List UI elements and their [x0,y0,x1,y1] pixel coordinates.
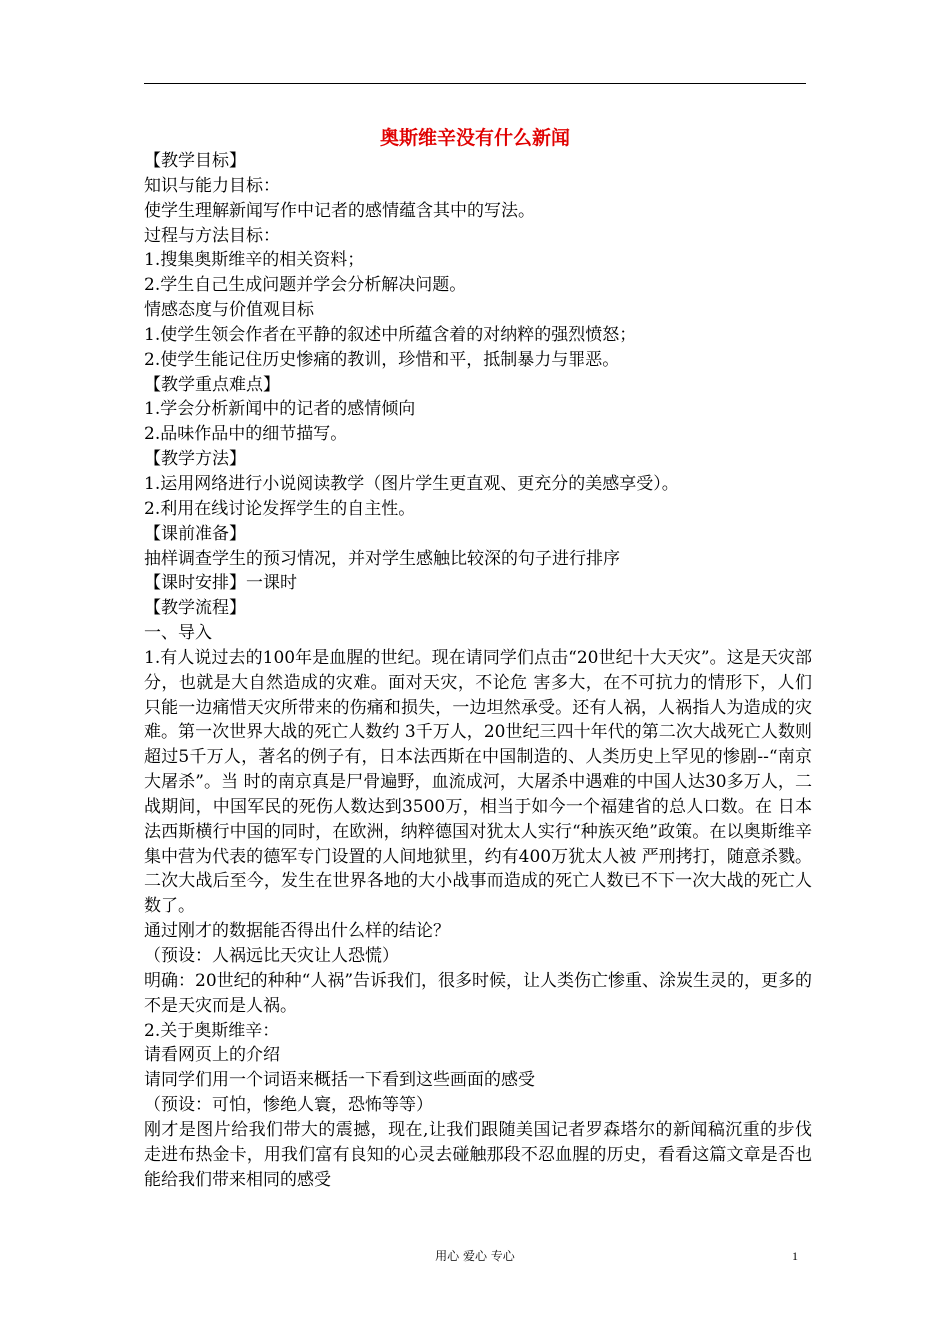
closing-paragraph: 刚才是图片给我们带大的震撼，现在,让我们跟随美国记者罗森塔尔的新闻稿沉重的步伐走进布热金卡，用我们富有良知的心灵去碰触那段不忍血腥的历史，看看这篇文章是否也能给我们带来相同的感受 [144,1119,812,1190]
text-line: 过程与方法目标： [144,225,280,246]
text-line: 【教学重点难点】 [144,374,280,395]
text-line: 一、导入 [144,623,212,644]
conclusion-paragraph: 明确：20世纪的种种“人祸”告诉我们，很多时候，让人类伤亡惨重、涂炭生灵的，更多的不是天灾而是人祸。 [144,970,813,1016]
text-line: 【教学流程】 [144,598,246,619]
text-line: 2.关于奥斯维辛： [144,1020,280,1041]
text-line: （预设：人祸远比天灾让人恐慌） [144,946,399,966]
text-line: 1.使学生领会作者在平静的叙述中所蕴含着的对纳粹的强烈愤怒； [144,324,637,345]
page-number: 1 [792,1249,798,1263]
text-line: 使学生理解新闻写作中记者的感情蕴含其中的写法。 [144,200,535,221]
header-rule [144,83,806,84]
text-line: 2.使学生能记住历史惨痛的教训，珍惜和平，抵制暴力与罪恶。 [144,349,620,370]
text-line: 【教学目标】 [144,151,246,171]
document-title: 奥斯维辛没有什么新闻 [379,127,570,149]
text-line: 请看网页上的介绍 [144,1045,280,1066]
document-body [144,149,812,1192]
text-line: 2.品味作品中的细节描写。 [144,424,348,445]
text-line: 1.学会分析新闻中的记者的感情倾向 [144,399,416,420]
text-line: 通过刚才的数据能否得出什么样的结论？ [144,921,450,942]
intro-paragraph: 1.有人说过去的100年是血腥的世纪。现在请同学们点击“20世纪十大天灾”。这是天灾部分，也就是大自然造成的灾难。面对天灾，不论危 害多大，在不可抗力的情形下，人们只能一边痛惜天灾所带来的伤痛和损失，一边坦然承受。还有人祸，人祸指人为造成的灾难。第一次世界大战的死亡人数约 3千万人，20世纪三四十年代的第二次大战死亡人数则超过5千万人，著名的例子有，日本法西斯在中国制造的、人类历史上罕见的惨剧--“南京大屠杀”。当 时的南京真是尸骨遍野，血流成河，大屠杀中遇难的中国人达30多万人，二战期间，中国军民的死伤人数达到3500万，相当于如今一个福建省的总人口数。在 日本法西斯横行中国的同时，在欧洲，纳粹德国对犹太人实行“种族灭绝”政策。在以奥斯维辛集中营为代表的德军专门设置的人间地狱里，约有400万犹太人被 严刑拷打，随意杀戮。二次大战后至今，发生在世界各地的大小战事而造成的死亡人数已不下一次大战的死亡人数了。 [144,647,812,917]
text-line: 【课前准备】 [144,523,246,544]
text-line: 请同学们用一个词语来概括一下看到这些画面的感受 [144,1070,535,1091]
text-line: 知识与能力目标： [144,175,280,196]
text-line: 1.运用网络进行小说阅读教学（图片学生更直观、更充分的美感享受）。 [144,473,679,494]
text-line: 【课时安排】一课时 [144,573,297,594]
text-line: （预设：可怕，惨绝人寰，恐怖等等） [144,1095,433,1116]
text-line: 2.利用在线讨论发挥学生的自主性。 [144,498,416,519]
text-line: 1.搜集奥斯维辛的相关资料； [144,250,365,271]
text-line: 情感态度与价值观目标 [144,300,314,321]
text-line: 【教学方法】 [144,449,246,470]
page-footer: 用心 爱心 专心 [435,1249,515,1263]
text-line: 抽样调查学生的预习情况，并对学生感触比较深的句子进行排序 [144,548,620,569]
text-line: 2.学生自己生成问题并学会分析解决问题。 [144,275,467,296]
